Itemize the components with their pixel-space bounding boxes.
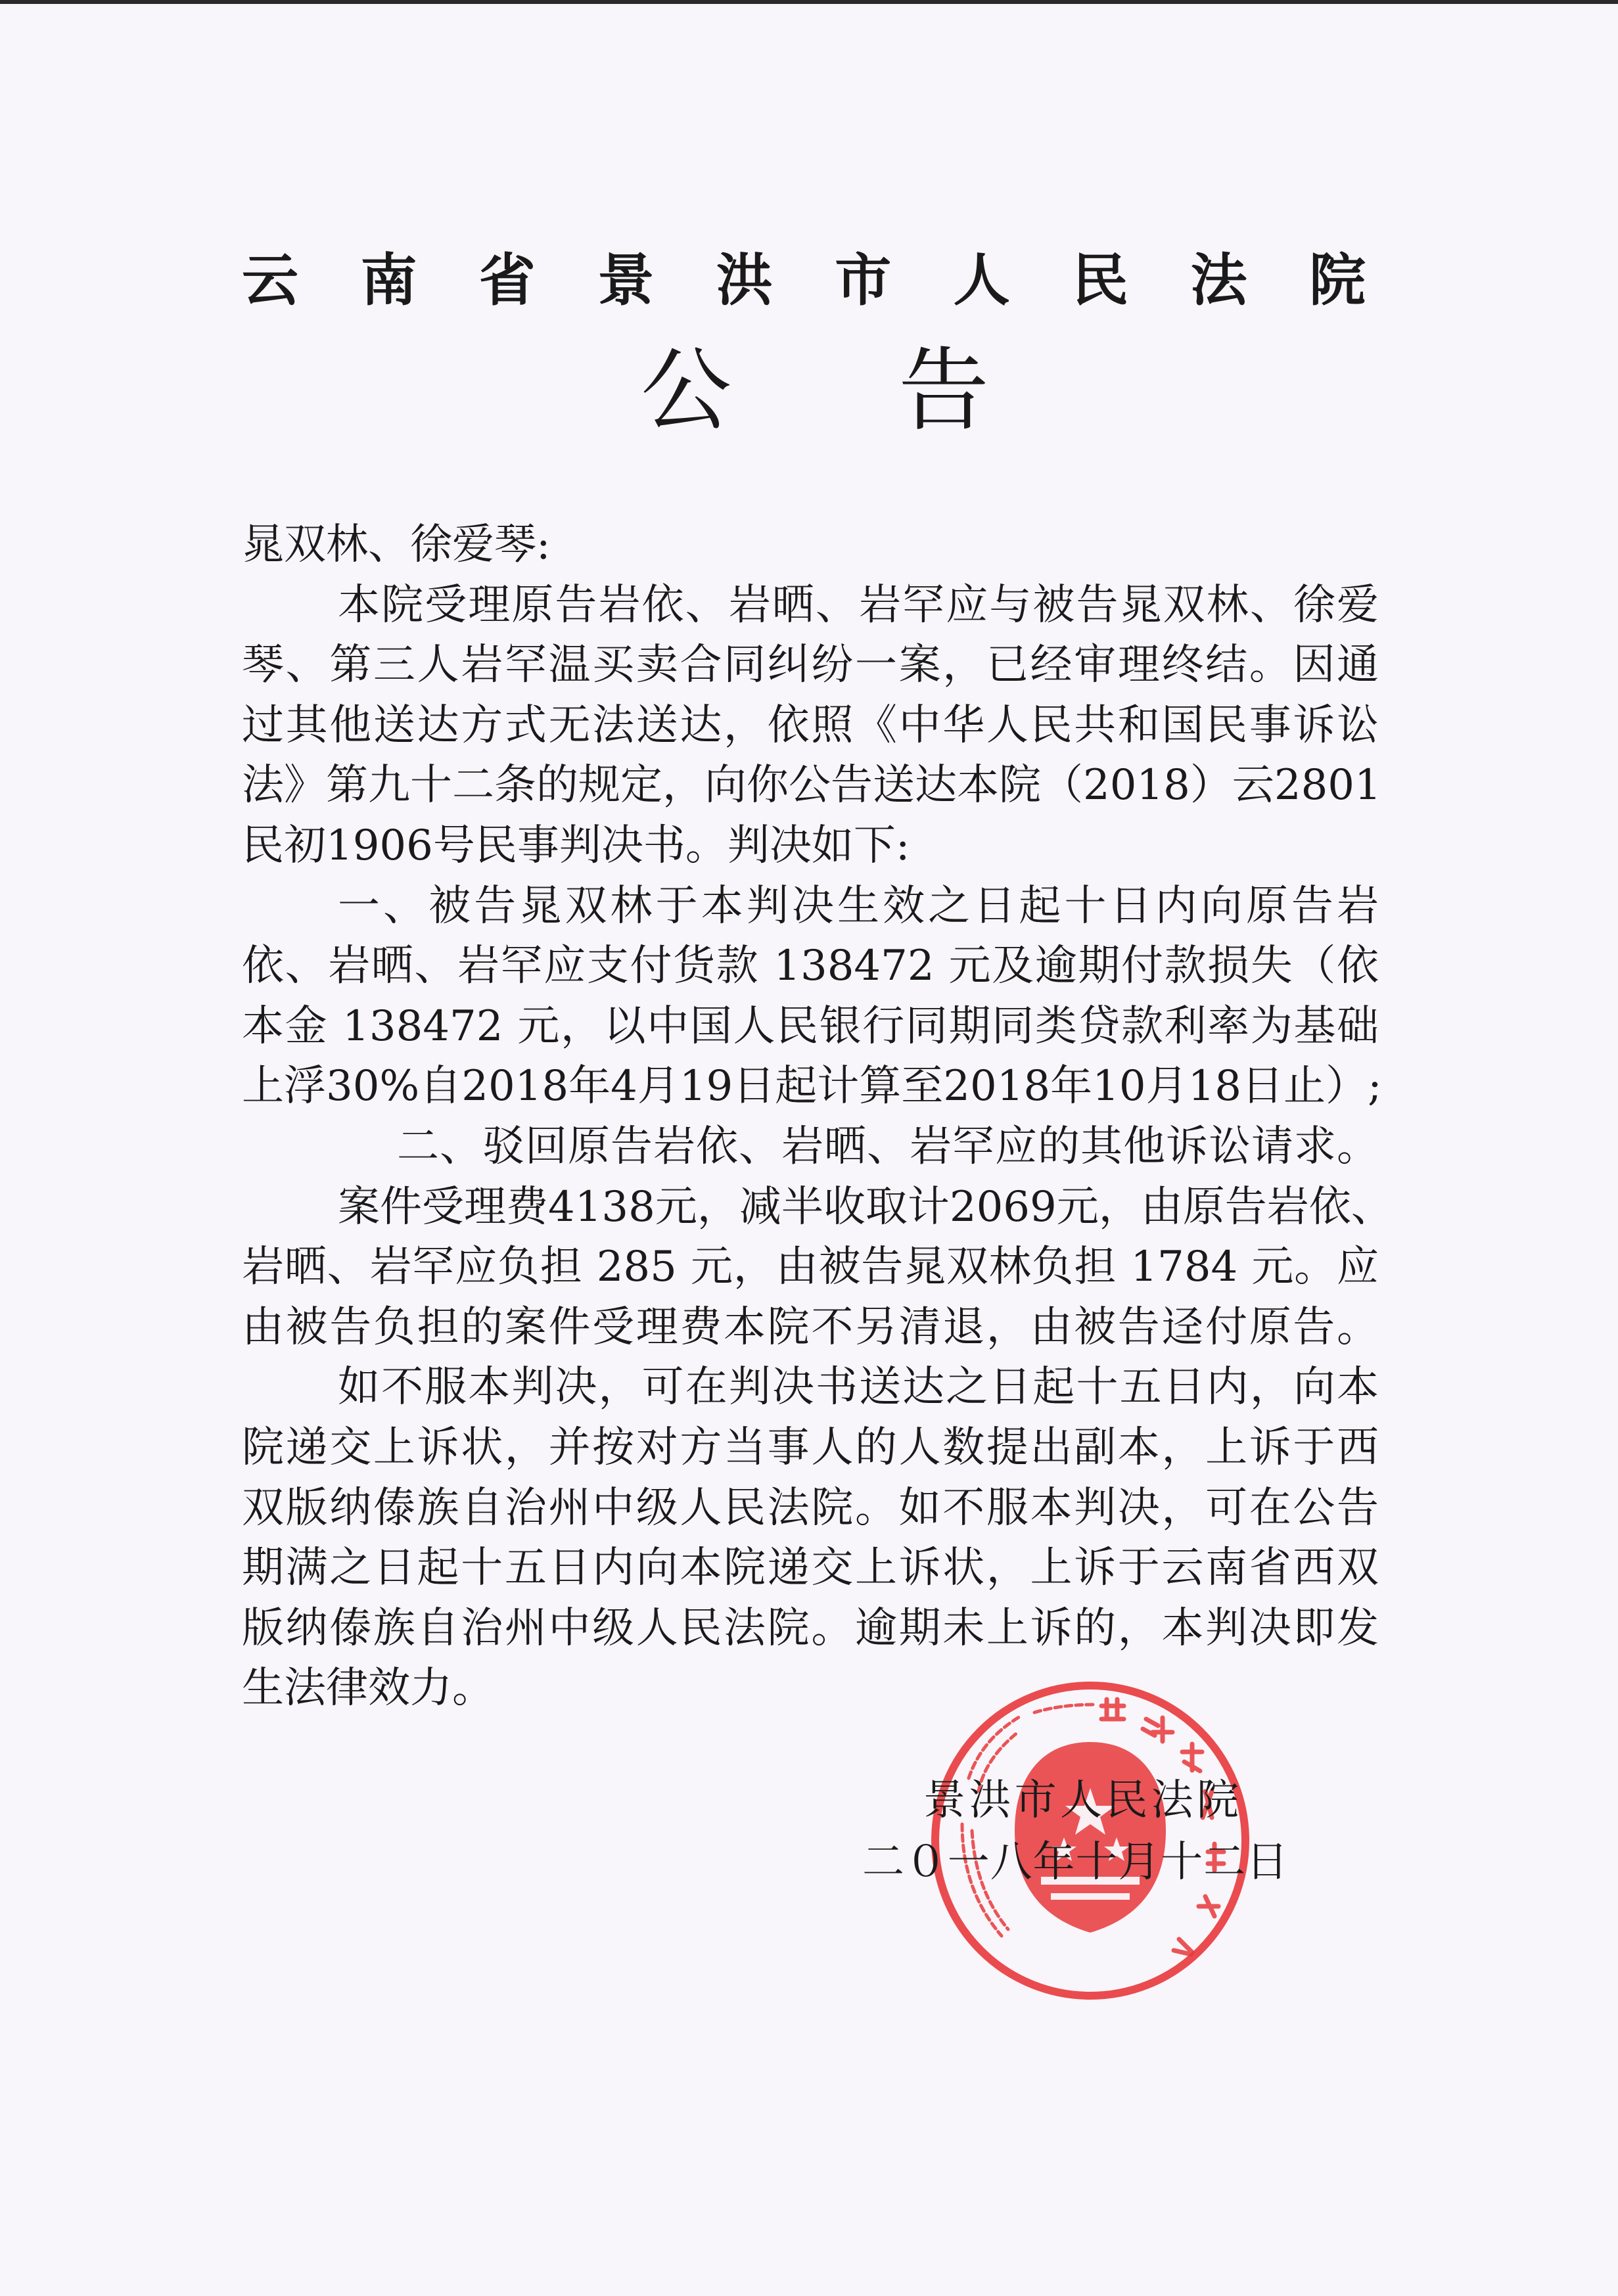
scan-edge xyxy=(0,0,1618,4)
body-line: 双版纳傣族自治州中级人民法院。如不服本判决，可在公告 xyxy=(242,1483,1379,1532)
judgment-item-1: 一、被告晁双林于本判决生效之日起十日内向原告岩 xyxy=(338,881,1379,930)
fee-paragraph: 案件受理费4138元，减半收取计2069元，由原告岩依、 xyxy=(338,1182,1393,1231)
signature-date: 二０一八年十月十二日 xyxy=(862,1838,1288,1887)
body-line: 本金 138472 元，以中国人民银行同期同类贷款利率为基础 xyxy=(242,1001,1379,1051)
body-line: 过其他送达方式无法送达，依照《中华人民共和国民事诉讼 xyxy=(242,700,1379,750)
body-line: 由被告负担的案件受理费本院不另清退，由被告迳付原告。 xyxy=(242,1302,1379,1352)
body-line: 依、岩晒、岩罕应支付货款 138472 元及逾期付款损失（依 xyxy=(242,942,1379,991)
body-line: 生法律效力。 xyxy=(242,1664,494,1713)
body-line: 法》第九十二条的规定，向你公告送达本院（2018）云2801 xyxy=(242,761,1381,810)
body-line: 上浮30%自2018年4月19日起计算至2018年10月18日止）; xyxy=(242,1062,1382,1111)
signature-court: 景洪市人民法院 xyxy=(923,1776,1239,1825)
body-line: 院递交上诉状，并按对方当事人的人数提出副本，上诉于西 xyxy=(242,1423,1379,1472)
judgment-item-2: 二、驳回原告岩依、岩晒、岩罕应的其他诉讼请求。 xyxy=(397,1122,1379,1171)
body-line: 岩晒、岩罕应负担 285 元，由被告晁双林负担 1784 元。应 xyxy=(242,1243,1379,1292)
body-line: 琴、第三人岩罕温买卖合同纠纷一案，已经审理终结。因通 xyxy=(242,641,1379,690)
body-line: 本院受理原告岩依、岩晒、岩罕应与被告晁双林、徐爱 xyxy=(338,580,1379,630)
body-line: 民初1906号民事判决书。判决如下: xyxy=(242,821,910,870)
addressee: 晁双林、徐爱琴: xyxy=(242,520,551,569)
document-title: 公告 xyxy=(641,338,989,444)
body-line: 版纳傣族自治州中级人民法院。逾期未上诉的，本判决即发 xyxy=(242,1603,1379,1653)
court-title: 云南省景洪市人民法院 xyxy=(242,248,1366,313)
appeal-paragraph: 如不服本判决，可在判决书送达之日起十五日内，向本 xyxy=(338,1363,1379,1412)
body-line: 期满之日起十五日内向本院递交上诉状，上诉于云南省西双 xyxy=(242,1544,1379,1593)
notice-body xyxy=(242,515,1393,1719)
